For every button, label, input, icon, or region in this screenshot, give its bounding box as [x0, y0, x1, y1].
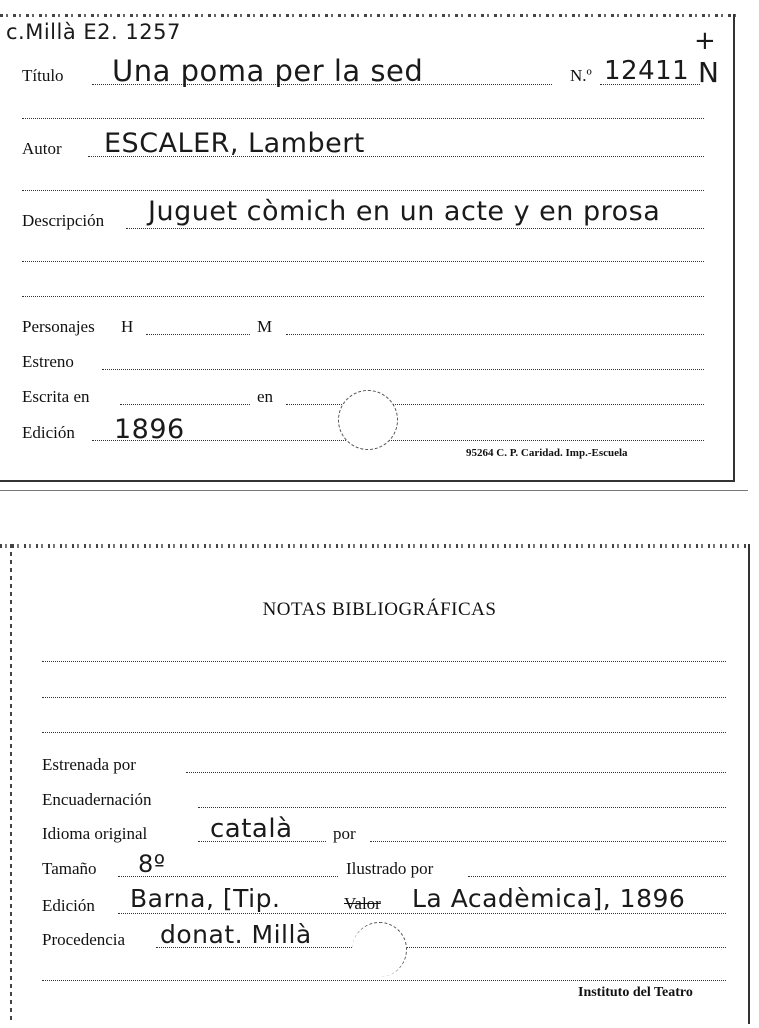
corner-call-number: c.Millà E2. 1257 [6, 20, 181, 44]
personajes-m-line [286, 334, 704, 335]
estrenada-label: Estrenada por [42, 755, 136, 774]
edicion-back-value-a: Barna, [Tip. [130, 884, 281, 913]
idioma-label: Idioma original [42, 824, 148, 843]
numero-value: 12411 [604, 56, 690, 86]
edicion-back-value-b: La Acadèmica], 1896 [412, 884, 686, 913]
notes-line-1 [42, 661, 726, 662]
card-right-edge [733, 14, 735, 482]
escrita-label: Escrita en [22, 387, 90, 406]
estreno-label: Estreno [22, 352, 74, 371]
idioma-por-label: por [333, 824, 356, 843]
blank-line-4 [22, 296, 704, 297]
personajes-h-line [146, 334, 250, 335]
notes-line-2 [42, 697, 726, 698]
descripcion-label: Descripción [22, 211, 105, 230]
edicion-value: 1896 [114, 414, 185, 445]
numero-suffix: N [698, 56, 720, 89]
notas-heading: NOTAS BIBLIOGRÁFICAS [262, 599, 497, 620]
ilustrado-line [468, 876, 726, 877]
procedencia-label: Procedencia [42, 930, 126, 949]
card-top-edge [0, 14, 740, 17]
edicion-back-label: Edición [42, 896, 95, 915]
procedencia-value: donat. Millà [160, 920, 312, 949]
card-bottom-edge-shadow [0, 490, 748, 491]
descripcion-line [126, 228, 704, 229]
encuadernacion-line [198, 807, 726, 808]
idioma-value: català [210, 814, 293, 844]
edicion-back-struck: Valor [344, 894, 381, 913]
catalog-card-back [0, 530, 759, 1028]
card-top-edge [0, 544, 750, 548]
estrenada-line [186, 772, 726, 773]
printer-imprint: 95264 C. P. Caridad. Imp.-Escuela [466, 447, 628, 459]
numero-label: N.º [570, 66, 592, 85]
ilustrado-label: Ilustrado por [346, 859, 434, 878]
personajes-m-label: M [257, 317, 273, 336]
autor-label: Autor [22, 139, 62, 158]
blank-line-3 [22, 261, 704, 262]
personajes-h-label: H [121, 317, 134, 336]
edicion-label: Edición [22, 423, 75, 442]
titulo-value: Una poma per la sed [112, 54, 424, 88]
catalog-card-front [0, 0, 759, 495]
edicion-back-line [118, 913, 726, 914]
escrita-line [120, 404, 250, 405]
idioma-por-line [370, 841, 726, 842]
estreno-line [102, 369, 704, 370]
blank-line-1 [22, 118, 704, 119]
card-bottom-edge [0, 480, 735, 482]
notes-line-3 [42, 732, 726, 733]
punch-hole [352, 922, 407, 977]
encuadernacion-label: Encuadernación [42, 790, 152, 809]
numero-mark: + [694, 26, 717, 56]
descripcion-value: Juguet còmich en un acte y en prosa [148, 196, 661, 227]
blank-line-2 [22, 190, 704, 191]
titulo-label: Título [22, 66, 64, 85]
institution-name: Instituto del Teatro [578, 985, 693, 1000]
tamano-label: Tamaño [42, 859, 97, 878]
personajes-label: Personajes [22, 317, 95, 336]
tamano-value: 8º [138, 850, 166, 878]
escrita-en-label: en [257, 387, 274, 406]
punch-hole [338, 390, 398, 450]
autor-value: ESCALER, Lambert [104, 128, 365, 159]
final-line [42, 980, 726, 981]
